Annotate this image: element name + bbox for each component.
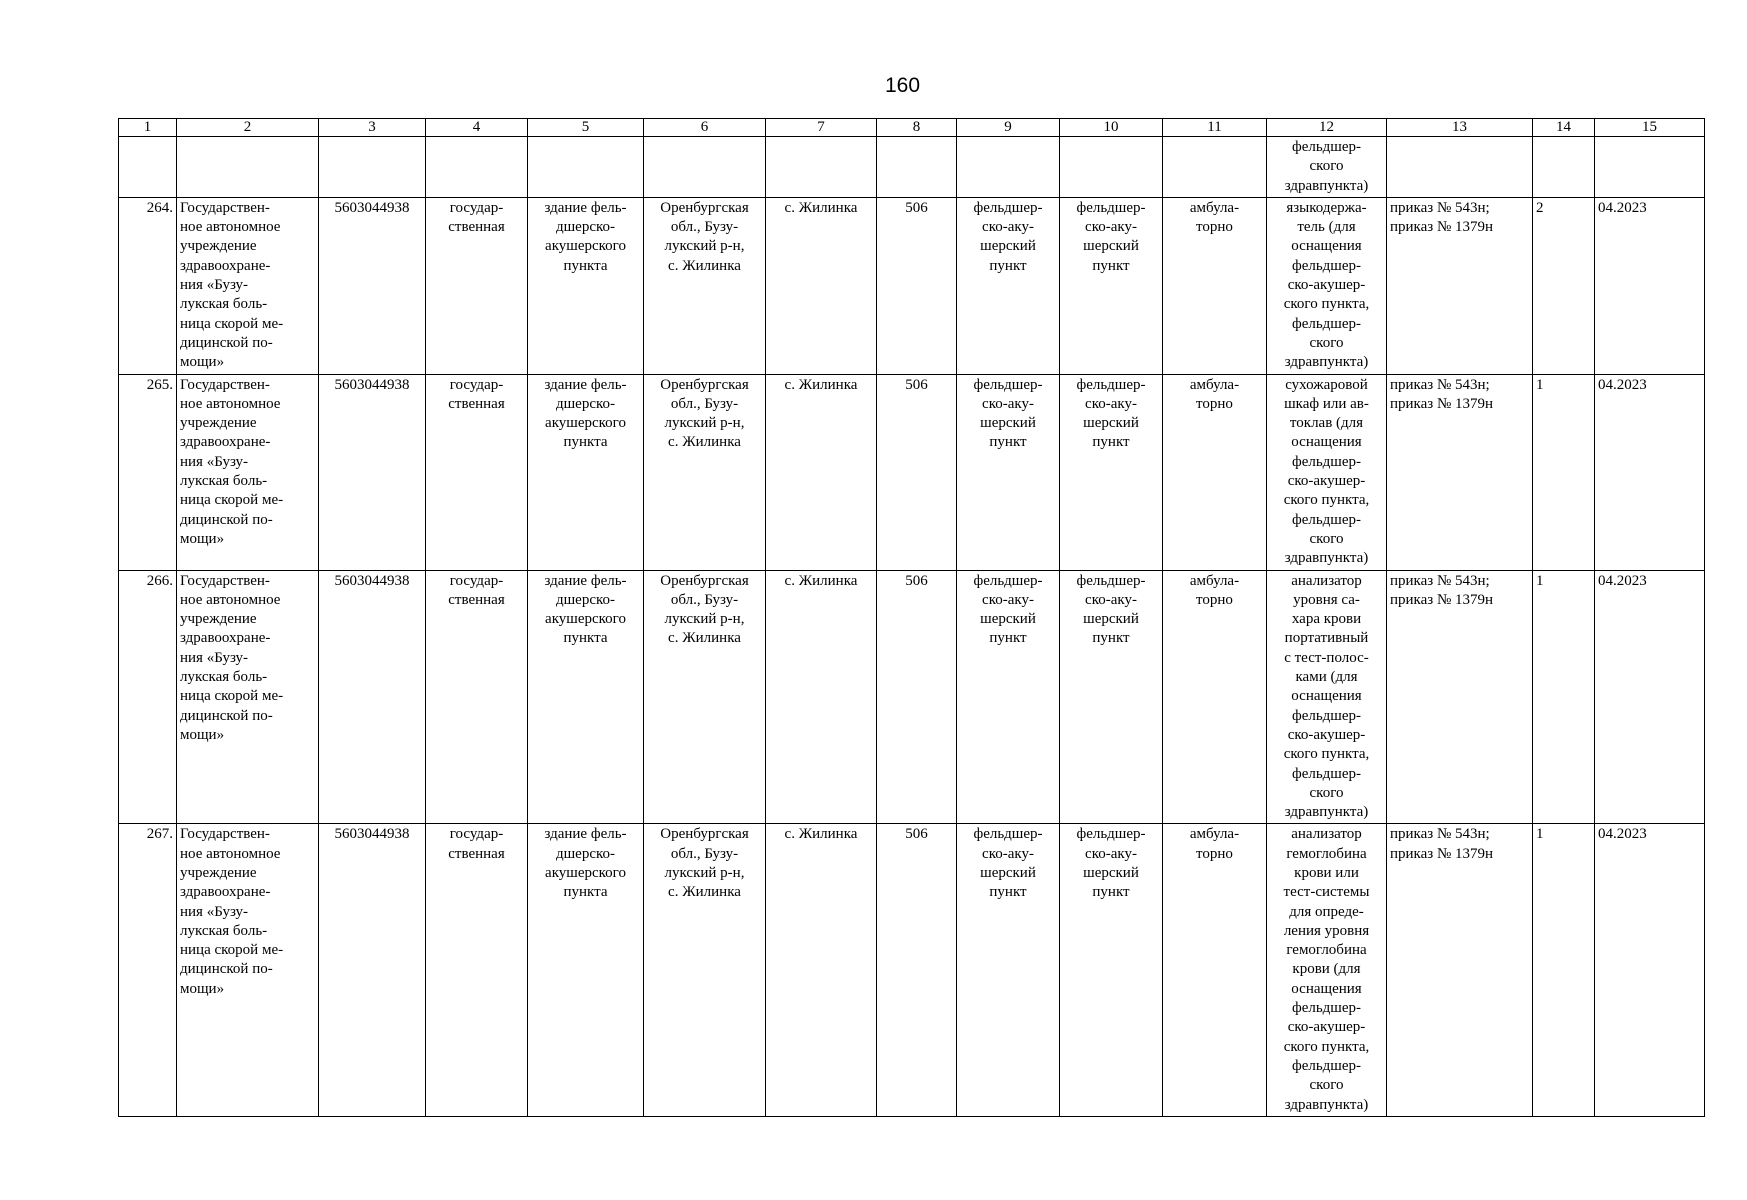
column-header: 3 xyxy=(319,119,426,137)
cell-facility-subtype: фельдшер- ско-аку- шерский пункт xyxy=(1060,197,1163,374)
cell-facility-type: фельдшер- ско-аку- шерский пункт xyxy=(957,197,1060,374)
cell-empty xyxy=(644,137,766,198)
cell-organization: Государствен- ное автономное учреждение здравоохране- ния «Бузу- лукская боль- ница скорой ме- дицинской по- мощи» xyxy=(177,824,319,1116)
cell-inn: 5603044938 xyxy=(319,570,426,824)
cell-orders: приказ № 543н; приказ № 1379н xyxy=(1387,570,1533,824)
column-header: 11 xyxy=(1163,119,1267,137)
cell-quantity: 1 xyxy=(1533,570,1595,824)
cell-address: Оренбургская обл., Бузу- лукский р-н, с. Жилинка xyxy=(644,197,766,374)
cell-ownership: государ- ственная xyxy=(426,570,528,824)
cell-equipment: фельдшер- ского здравпункта) xyxy=(1267,137,1387,198)
cell-equipment: языкодержа- тель (для оснащения фельдшер- ско-акушер- ского пункта, фельдшер- ского здравпункта) xyxy=(1267,197,1387,374)
cell-settlement: с. Жилинка xyxy=(766,374,877,570)
cell-ownership: государ- ственная xyxy=(426,197,528,374)
continuation-row xyxy=(119,137,1705,198)
cell-inn: 5603044938 xyxy=(319,197,426,374)
cell-orders: приказ № 543н; приказ № 1379н xyxy=(1387,374,1533,570)
cell-empty xyxy=(1533,137,1595,198)
column-header: 6 xyxy=(644,119,766,137)
cell-empty xyxy=(426,137,528,198)
cell-number: 267. xyxy=(119,824,177,1116)
cell-empty xyxy=(1595,137,1705,198)
cell-date: 04.2023 xyxy=(1595,374,1705,570)
cell-equipment: сухожаровой шкаф или ав- токлав (для оснащения фельдшер- ско-акушер- ского пункта, фельдшер- ского здравпункта) xyxy=(1267,374,1387,570)
cell-facility-subtype: фельдшер- ско-аку- шерский пункт xyxy=(1060,374,1163,570)
cell-equipment: анализатор гемоглобина крови или тест-системы для опреде- ления уровня гемоглобина крови (для оснащения фельдшер- ско-акушер- ского пункта, фельдшер- ского здравпункта) xyxy=(1267,824,1387,1116)
cell-empty xyxy=(119,137,177,198)
cell-organization: Государствен- ное автономное учреждение здравоохране- ния «Бузу- лукская боль- ница скорой ме- дицинской по- мощи» xyxy=(177,374,319,570)
cell-empty xyxy=(177,137,319,198)
cell-address: Оренбургская обл., Бузу- лукский р-н, с. Жилинка xyxy=(644,824,766,1116)
column-header: 7 xyxy=(766,119,877,137)
cell-code: 506 xyxy=(877,374,957,570)
cell-empty xyxy=(1060,137,1163,198)
cell-facility-type: фельдшер- ско-аку- шерский пункт xyxy=(957,570,1060,824)
column-header: 9 xyxy=(957,119,1060,137)
cell-equipment: анализатор уровня са- хара крови портативный с тест-полос- ками (для оснащения фельдшер- ско-акушер- ского пункта, фельдшер- ского здравпункта) xyxy=(1267,570,1387,824)
column-header: 10 xyxy=(1060,119,1163,137)
cell-building: здание фель- дшерско- акушерского пункта xyxy=(528,197,644,374)
column-header: 12 xyxy=(1267,119,1387,137)
cell-quantity: 2 xyxy=(1533,197,1595,374)
table-row xyxy=(119,197,1705,374)
cell-inn: 5603044938 xyxy=(319,824,426,1116)
cell-care-form: амбула- торно xyxy=(1163,374,1267,570)
cell-facility-type: фельдшер- ско-аку- шерский пункт xyxy=(957,374,1060,570)
cell-number: 264. xyxy=(119,197,177,374)
cell-date: 04.2023 xyxy=(1595,824,1705,1116)
registry-table xyxy=(118,118,1705,1117)
cell-address: Оренбургская обл., Бузу- лукский р-н, с. Жилинка xyxy=(644,570,766,824)
cell-building: здание фель- дшерско- акушерского пункта xyxy=(528,374,644,570)
cell-settlement: с. Жилинка xyxy=(766,824,877,1116)
cell-building: здание фель- дшерско- акушерского пункта xyxy=(528,570,644,824)
column-header: 5 xyxy=(528,119,644,137)
table-row xyxy=(119,374,1705,570)
column-header: 1 xyxy=(119,119,177,137)
column-header: 13 xyxy=(1387,119,1533,137)
cell-facility-type: фельдшер- ско-аку- шерский пункт xyxy=(957,824,1060,1116)
cell-facility-subtype: фельдшер- ско-аку- шерский пункт xyxy=(1060,824,1163,1116)
cell-organization: Государствен- ное автономное учреждение здравоохране- ния «Бузу- лукская боль- ница скорой ме- дицинской по- мощи» xyxy=(177,197,319,374)
cell-ownership: государ- ственная xyxy=(426,374,528,570)
column-header: 15 xyxy=(1595,119,1705,137)
cell-settlement: с. Жилинка xyxy=(766,570,877,824)
table-row xyxy=(119,824,1705,1116)
column-header: 4 xyxy=(426,119,528,137)
cell-empty xyxy=(766,137,877,198)
table-row xyxy=(119,570,1705,824)
cell-care-form: амбула- торно xyxy=(1163,197,1267,374)
column-header: 8 xyxy=(877,119,957,137)
page-number: 160 xyxy=(884,74,921,97)
cell-empty xyxy=(1387,137,1533,198)
cell-orders: приказ № 543н; приказ № 1379н xyxy=(1387,197,1533,374)
cell-date: 04.2023 xyxy=(1595,197,1705,374)
cell-inn: 5603044938 xyxy=(319,374,426,570)
cell-settlement: с. Жилинка xyxy=(766,197,877,374)
cell-empty xyxy=(528,137,644,198)
cell-date: 04.2023 xyxy=(1595,570,1705,824)
cell-code: 506 xyxy=(877,570,957,824)
header-row xyxy=(119,119,1705,137)
cell-facility-subtype: фельдшер- ско-аку- шерский пункт xyxy=(1060,570,1163,824)
cell-empty xyxy=(319,137,426,198)
cell-quantity: 1 xyxy=(1533,824,1595,1116)
cell-code: 506 xyxy=(877,197,957,374)
cell-organization: Государствен- ное автономное учреждение здравоохране- ния «Бузу- лукская боль- ница скорой ме- дицинской по- мощи» xyxy=(177,570,319,824)
cell-quantity: 1 xyxy=(1533,374,1595,570)
cell-empty xyxy=(877,137,957,198)
column-header: 14 xyxy=(1533,119,1595,137)
cell-building: здание фель- дшерско- акушерского пункта xyxy=(528,824,644,1116)
cell-care-form: амбула- торно xyxy=(1163,824,1267,1116)
cell-ownership: государ- ственная xyxy=(426,824,528,1116)
column-header: 2 xyxy=(177,119,319,137)
cell-empty xyxy=(957,137,1060,198)
cell-code: 506 xyxy=(877,824,957,1116)
cell-number: 266. xyxy=(119,570,177,824)
cell-address: Оренбургская обл., Бузу- лукский р-н, с. Жилинка xyxy=(644,374,766,570)
cell-number: 265. xyxy=(119,374,177,570)
cell-orders: приказ № 543н; приказ № 1379н xyxy=(1387,824,1533,1116)
cell-care-form: амбула- торно xyxy=(1163,570,1267,824)
cell-empty xyxy=(1163,137,1267,198)
